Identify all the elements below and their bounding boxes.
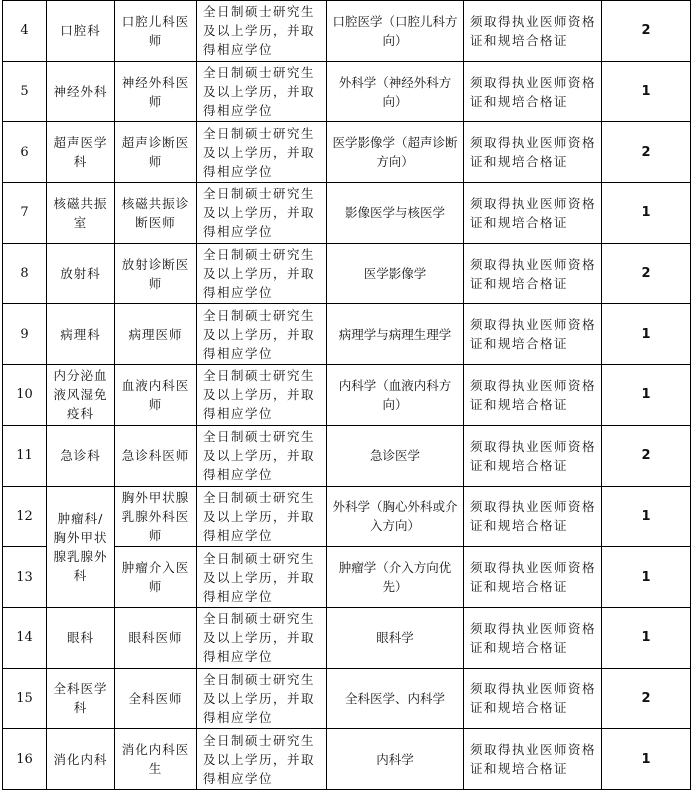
major-cell: 内科学（血液内科方向） <box>327 365 464 426</box>
major-cell: 眼科学 <box>327 607 464 668</box>
table-row <box>3 425 691 486</box>
major-cell: 外科学（神经外科方向） <box>327 61 464 122</box>
table-row <box>3 1 691 62</box>
row-number-cell: 15 <box>3 668 47 729</box>
requirement-cell: 须取得执业医师资格证和规培合格证 <box>464 243 602 304</box>
department-cell: 全科医学科 <box>47 668 115 729</box>
headcount-cell: 1 <box>602 365 691 426</box>
row-number-cell: 6 <box>3 122 47 183</box>
education-cell: 全日制硕士研究生及以上学历，并取得相应学位 <box>197 547 327 608</box>
headcount-cell: 1 <box>602 547 691 608</box>
department-cell: 急诊科 <box>47 425 115 486</box>
requirement-cell: 须取得执业医师资格证和规培合格证 <box>464 729 602 790</box>
headcount-cell: 2 <box>602 122 691 183</box>
table-row <box>3 183 691 244</box>
department-cell: 消化内科 <box>47 729 115 790</box>
table-row <box>3 668 691 729</box>
row-number-cell: 11 <box>3 425 47 486</box>
row-number-cell: 8 <box>3 243 47 304</box>
row-number-cell: 14 <box>3 607 47 668</box>
table-row <box>3 122 691 183</box>
major-cell: 口腔医学（口腔儿科方向） <box>327 1 464 62</box>
headcount-cell: 1 <box>602 183 691 244</box>
requirement-cell: 须取得执业医师资格证和规培合格证 <box>464 1 602 62</box>
position-cell: 肿瘤介入医师 <box>115 547 197 608</box>
department-cell: 眼科 <box>47 607 115 668</box>
requirement-cell: 须取得执业医师资格证和规培合格证 <box>464 486 602 547</box>
education-cell: 全日制硕士研究生及以上学历，并取得相应学位 <box>197 243 327 304</box>
requirement-cell: 须取得执业医师资格证和规培合格证 <box>464 547 602 608</box>
requirement-cell: 须取得执业医师资格证和规培合格证 <box>464 607 602 668</box>
major-cell: 病理学与病理生理学 <box>327 304 464 365</box>
table-row <box>3 486 691 547</box>
major-cell: 医学影像学（超声诊断方向） <box>327 122 464 183</box>
table-row <box>3 304 691 365</box>
headcount-cell: 1 <box>602 61 691 122</box>
position-cell: 胸外甲状腺乳腺外科医师 <box>115 486 197 547</box>
education-cell: 全日制硕士研究生及以上学历，并取得相应学位 <box>197 729 327 790</box>
row-number-cell: 16 <box>3 729 47 790</box>
position-cell: 病理医师 <box>115 304 197 365</box>
education-cell: 全日制硕士研究生及以上学历，并取得相应学位 <box>197 607 327 668</box>
position-cell: 核磁共振诊断医师 <box>115 183 197 244</box>
row-number-cell: 9 <box>3 304 47 365</box>
education-cell: 全日制硕士研究生及以上学历，并取得相应学位 <box>197 668 327 729</box>
position-cell: 口腔儿科医师 <box>115 1 197 62</box>
education-cell: 全日制硕士研究生及以上学历，并取得相应学位 <box>197 425 327 486</box>
department-cell: 病理科 <box>47 304 115 365</box>
table-row <box>3 607 691 668</box>
major-cell: 影像医学与核医学 <box>327 183 464 244</box>
requirement-cell: 须取得执业医师资格证和规培合格证 <box>464 61 602 122</box>
education-cell: 全日制硕士研究生及以上学历，并取得相应学位 <box>197 61 327 122</box>
table-row <box>3 729 691 790</box>
headcount-cell: 1 <box>602 607 691 668</box>
position-cell: 放射诊断医师 <box>115 243 197 304</box>
position-cell: 消化内科医生 <box>115 729 197 790</box>
education-cell: 全日制硕士研究生及以上学历，并取得相应学位 <box>197 486 327 547</box>
major-cell: 内科学 <box>327 729 464 790</box>
major-cell: 肿瘤学（介入方向优先） <box>327 547 464 608</box>
requirement-cell: 须取得执业医师资格证和规培合格证 <box>464 365 602 426</box>
table-row <box>3 365 691 426</box>
headcount-cell: 1 <box>602 486 691 547</box>
education-cell: 全日制硕士研究生及以上学历，并取得相应学位 <box>197 183 327 244</box>
department-cell: 口腔科 <box>47 1 115 62</box>
department-cell: 肿瘤科/胸外甲状腺乳腺外科 <box>47 486 115 607</box>
department-cell: 内分泌血液风湿免疫科 <box>47 365 115 426</box>
headcount-cell: 1 <box>602 729 691 790</box>
table-row <box>3 243 691 304</box>
position-cell: 神经外科医师 <box>115 61 197 122</box>
department-cell: 神经外科 <box>47 61 115 122</box>
headcount-cell: 2 <box>602 1 691 62</box>
requirement-cell: 须取得执业医师资格证和规培合格证 <box>464 183 602 244</box>
row-number-cell: 13 <box>3 547 47 608</box>
row-number-cell: 10 <box>3 365 47 426</box>
department-cell: 核磁共振室 <box>47 183 115 244</box>
row-number-cell: 4 <box>3 1 47 62</box>
position-cell: 全科医师 <box>115 668 197 729</box>
major-cell: 医学影像学 <box>327 243 464 304</box>
requirement-cell: 须取得执业医师资格证和规培合格证 <box>464 304 602 365</box>
headcount-cell: 1 <box>602 304 691 365</box>
position-cell: 急诊科医师 <box>115 425 197 486</box>
requirement-cell: 须取得执业医师资格证和规培合格证 <box>464 425 602 486</box>
recruitment-table <box>2 0 691 790</box>
headcount-cell: 2 <box>602 425 691 486</box>
position-cell: 眼科医师 <box>115 607 197 668</box>
major-cell: 全科医学、内科学 <box>327 668 464 729</box>
row-number-cell: 12 <box>3 486 47 547</box>
position-cell: 超声诊断医师 <box>115 122 197 183</box>
education-cell: 全日制硕士研究生及以上学历，并取得相应学位 <box>197 304 327 365</box>
education-cell: 全日制硕士研究生及以上学历，并取得相应学位 <box>197 365 327 426</box>
row-number-cell: 7 <box>3 183 47 244</box>
major-cell: 急诊医学 <box>327 425 464 486</box>
headcount-cell: 2 <box>602 243 691 304</box>
table-row <box>3 61 691 122</box>
row-number-cell: 5 <box>3 61 47 122</box>
education-cell: 全日制硕士研究生及以上学历，并取得相应学位 <box>197 1 327 62</box>
major-cell: 外科学（胸心外科或介入方向） <box>327 486 464 547</box>
department-cell: 超声医学科 <box>47 122 115 183</box>
requirement-cell: 须取得执业医师资格证和规培合格证 <box>464 122 602 183</box>
requirement-cell: 须取得执业医师资格证和规培合格证 <box>464 668 602 729</box>
position-cell: 血液内科医师 <box>115 365 197 426</box>
education-cell: 全日制硕士研究生及以上学历，并取得相应学位 <box>197 122 327 183</box>
department-cell: 放射科 <box>47 243 115 304</box>
headcount-cell: 2 <box>602 668 691 729</box>
